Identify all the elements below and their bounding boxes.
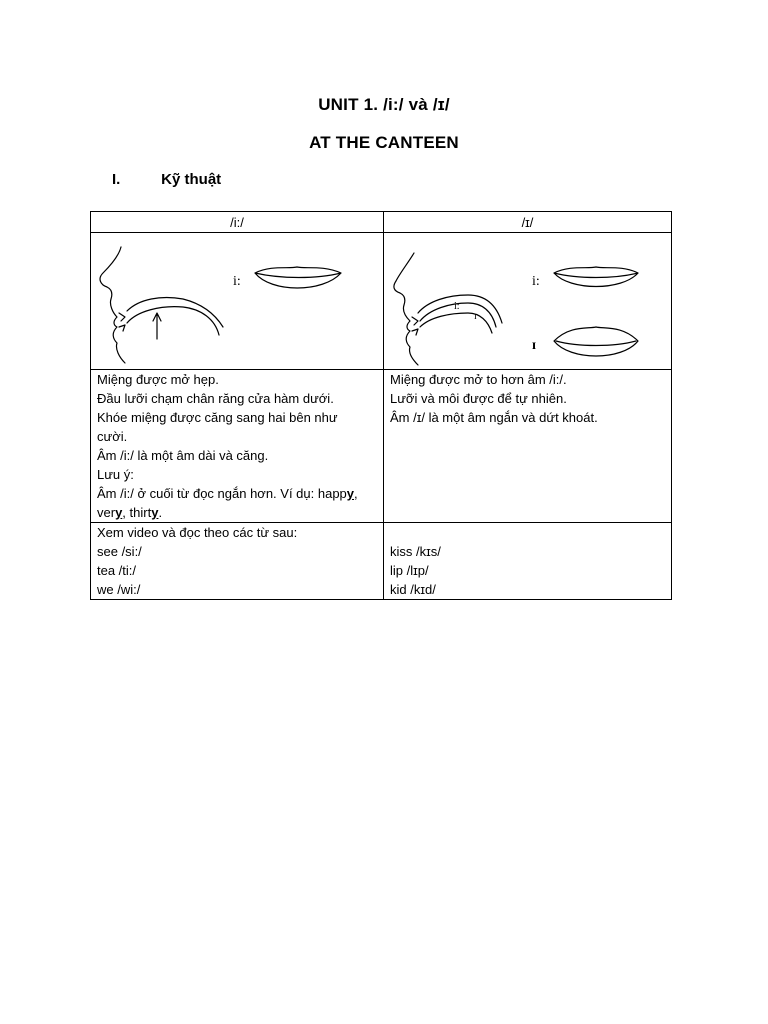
example-text: Âm /i:/ ở cuối từ đọc ngắn hơn. Ví dụ: happ [97,486,347,501]
long-i-illustration [91,233,383,369]
words-long-i [91,523,384,600]
description-long-i [91,370,384,523]
example-text: , thirt [122,505,152,520]
header-row [91,212,672,233]
mouth-label-long-i: i: [233,274,241,289]
example-text: , [354,486,358,501]
desc-line: Khóe miệng được căng sang hai bên như [97,410,338,425]
header-long-i: /i:/ [91,212,384,233]
desc-line: cười. [97,429,128,444]
short-i-illustration [384,233,671,369]
lips-spread-icon [255,267,341,288]
words-instruction: Xem video và đọc theo các từ sau: [97,525,298,540]
palate-icon [418,295,502,323]
example-text: . [158,505,163,520]
illustration-short-i [384,233,672,370]
mouth-label-1: i: [532,274,540,289]
word-item: see /si:/ [97,544,142,559]
desc-line: Đầu lưỡi chạm chân răng cửa hàm dưới. [97,391,334,406]
desc-line: Lưu ý: [97,467,134,482]
illustration-row [91,233,672,370]
desc-line: Miệng được mở to hơn âm /i:/. [390,372,567,387]
lips-spread-icon [554,267,638,287]
desc-example-line [97,484,377,503]
lips-open-icon [554,327,638,356]
pronunciation-table [90,211,672,600]
face-profile-icon [100,247,125,363]
tongue-icon [127,307,219,335]
header-short-i: /ɪ/ [384,212,672,233]
word-item: we /wi:/ [97,582,141,597]
illustration-long-i [91,233,384,370]
desc-line: Lưỡi và môi được để tự nhiên. [390,391,567,406]
profile-label-2: ɪ [474,311,477,322]
mouth-label-2: ɪ [532,338,537,353]
underlined-y: y [151,505,159,520]
teeth-icon [412,317,418,335]
word-item: tea /ti:/ [97,563,137,578]
teeth-icon [119,313,125,331]
unit-subtitle: AT THE CANTEEN [309,133,459,152]
underlined-y: y [115,505,123,520]
word-item: lip /lɪp/ [390,563,429,578]
section-number: I. [112,171,121,188]
spacer [390,523,665,542]
desc-line: Miệng được mở hẹp. [97,372,219,387]
desc-line: Âm /i:/ là một âm dài và căng. [97,448,269,463]
profile-label-1: i: [454,301,460,312]
tongue-low-icon [420,313,492,333]
section-label: Kỹ thuật [161,171,222,188]
description-short-i [384,370,672,523]
desc-example-line [97,503,377,522]
word-item: kiss /kɪs/ [390,544,441,559]
example-text: ver [97,505,116,520]
word-item: kid /kɪd/ [390,582,436,597]
section-heading [112,171,221,188]
underlined-y: y [346,486,355,501]
description-row [91,370,672,523]
unit-title: UNIT 1. /i:/ và /ɪ/ [318,95,450,114]
words-row [91,523,672,600]
face-profile-icon [394,253,418,365]
arrow-up-icon [153,313,161,339]
words-short-i [384,523,672,600]
desc-line: Âm /ɪ/ là một âm ngắn và dứt khoát. [390,410,598,425]
